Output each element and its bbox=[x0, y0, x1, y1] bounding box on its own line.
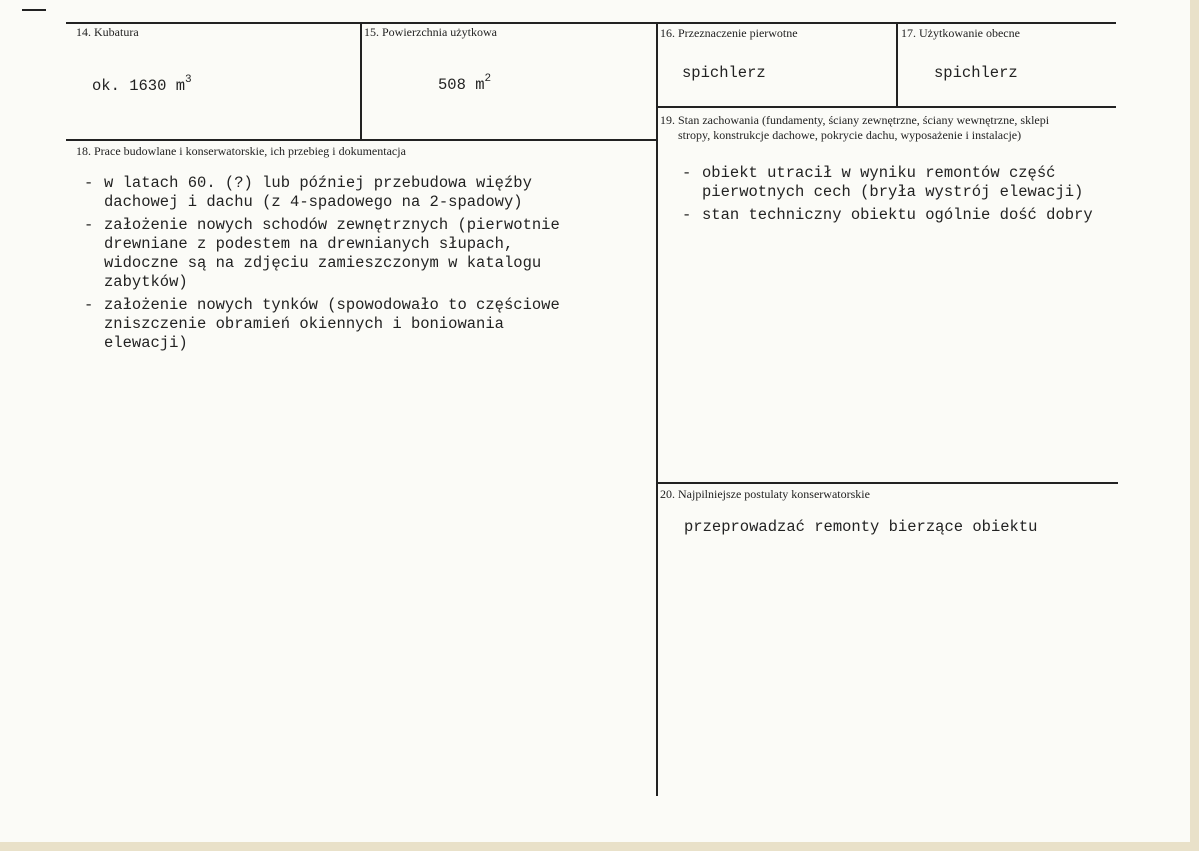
volume-value: ok. 1630 m bbox=[92, 77, 186, 96]
paper-edge-bottom bbox=[0, 842, 1199, 851]
top-rule bbox=[66, 22, 1116, 24]
section-14-value bbox=[92, 72, 192, 96]
area-value: 508 m bbox=[438, 76, 485, 95]
section-15-value bbox=[438, 71, 491, 95]
list-item-text: stan techniczny obiektu ogólnie dość dobry bbox=[702, 206, 1093, 224]
volume-unit-exponent: 3 bbox=[185, 74, 192, 86]
bullet-dash: - bbox=[84, 216, 94, 234]
section-19-label-line2: stropy, konstrukcje dachowe, pokrycie dachu, wyposażenie i instalacje) bbox=[678, 128, 1022, 142]
list-item-text: w latach 60. (?) lub później przebudowa więźby dachowej i dachu (z 4-spadowego na 2-spadowy) bbox=[104, 174, 532, 211]
section-16-value: spichlerz bbox=[682, 64, 766, 82]
section-18-list bbox=[84, 174, 560, 357]
list-item bbox=[682, 164, 1093, 202]
section-19-list bbox=[682, 164, 1093, 229]
section-17-value: spichlerz bbox=[934, 64, 1018, 82]
divider-16-17 bbox=[896, 22, 898, 106]
section-18-label: 18. Prace budowlane i konserwatorskie, ich przebieg i dokumentacja bbox=[76, 144, 406, 158]
list-item bbox=[84, 216, 560, 292]
rule-above-19 bbox=[656, 106, 1116, 108]
paper-edge-right bbox=[1190, 0, 1199, 851]
rule-above-20 bbox=[656, 482, 1118, 484]
bullet-dash: - bbox=[84, 296, 94, 314]
section-15-label: 15. Powierzchnia użytkowa bbox=[364, 25, 497, 39]
section-20-label: 20. Najpilniejsze postulaty konserwatorskie bbox=[660, 487, 870, 501]
bullet-dash: - bbox=[682, 206, 692, 224]
divider-14-15 bbox=[360, 22, 362, 139]
list-item bbox=[682, 206, 1093, 225]
section-19-label-line1: 19. Stan zachowania (fundamenty, ściany zewnętrzne, ściany wewnętrzne, sklepi bbox=[660, 113, 1050, 127]
section-17-label: 17. Użytkowanie obecne bbox=[901, 26, 1020, 40]
list-item bbox=[84, 174, 560, 212]
section-14-label: 14. Kubatura bbox=[76, 25, 139, 39]
top-rule-short bbox=[22, 9, 46, 11]
area-unit-exponent: 2 bbox=[484, 73, 492, 85]
bullet-dash: - bbox=[682, 164, 692, 182]
rule-above-18 bbox=[66, 139, 657, 141]
section-16-label: 16. Przeznaczenie pierwotne bbox=[660, 26, 798, 40]
bullet-dash: - bbox=[84, 174, 94, 192]
list-item-text: założenie nowych tynków (spowodowało to częściowe zniszczenie obramień okiennych i boniowania elewacji) bbox=[104, 296, 560, 352]
section-20-value: przeprowadzać remonty bierzące obiektu bbox=[684, 518, 1038, 536]
list-item-text: obiekt utracił w wyniku remontów część pierwotnych cech (bryła wystrój elewacji) bbox=[702, 164, 1084, 201]
list-item bbox=[84, 296, 560, 353]
list-item-text: założenie nowych schodów zewnętrznych (pierwotnie drewniane z podestem na drewnianych słupach, widoczne są na zdjęciu zamieszczonym w katalogu zabytków) bbox=[104, 216, 560, 291]
